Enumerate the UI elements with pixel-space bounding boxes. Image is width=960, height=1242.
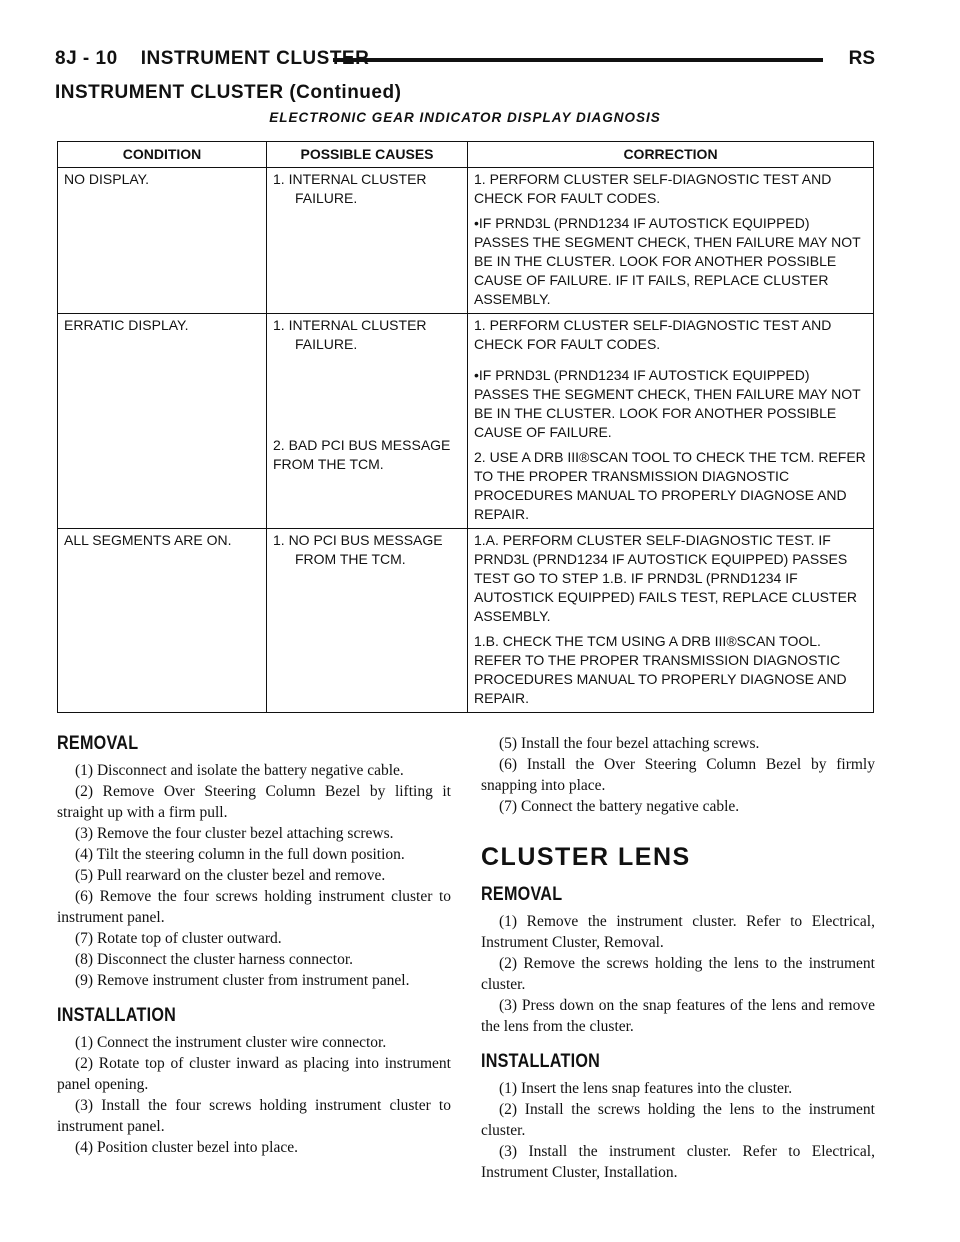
page-header-code: RS [848, 48, 875, 69]
lens-installation-step: (1) Insert the lens snap features into the cluster. [499, 1080, 793, 1097]
column-header-causes: POSSIBLE CAUSES [267, 142, 468, 168]
page-header [55, 46, 875, 74]
table-header-row [58, 142, 874, 168]
lens-removal-step: (2) Remove the screws holding the lens to the instrument cluster. [481, 955, 875, 993]
cluster-lens-heading: CLUSTER LENS [481, 843, 691, 871]
lens-installation-step: (3) Install the instrument cluster. Refer to Electrical, Instrument Cluster, Installation. [481, 1143, 875, 1181]
left-column [57, 733, 451, 1158]
installation-step: (3) Install the four screws holding instrument cluster to instrument panel. [57, 1097, 451, 1135]
correction-text: 1.B. CHECK THE TCM USING A DRB III®SCAN TOOL. REFER TO THE PROPER TRANSMISSION DIAGNOSTIC PROCEDURES MANUAL TO PROPERLY DIAGNOSE AND REPAIR. [474, 633, 847, 706]
removal-step: (5) Pull rearward on the cluster bezel and remove. [75, 867, 386, 884]
table-row [58, 529, 874, 713]
cause-text: 1. NO PCI BUS MESSAGE FROM THE TCM. [273, 532, 443, 567]
cause-cell [267, 314, 468, 529]
lens-installation-heading: INSTALLATION [481, 1051, 601, 1072]
removal-step: (7) Rotate top of cluster outward. [75, 930, 282, 947]
lens-removal-step: (3) Press down on the snap features of the lens and remove the lens from the cluster. [481, 997, 875, 1035]
correction-text: •IF PRND3L (PRND1234 IF AUTOSTICK EQUIPPED) PASSES THE SEGMENT CHECK, THEN FAILURE MAY NOT BE IN THE CLUSTER. LOOK FOR ANOTHER POSSIBLE CAUSE OF FAILURE. IF IT FAILS, REPLACE CLUSTER ASSEMBLY. [474, 215, 861, 307]
correction-cell [468, 168, 874, 314]
column-header-correction: CORRECTION [468, 142, 874, 168]
condition-cell: ERRATIC DISPLAY. [58, 314, 267, 529]
header-rule [333, 58, 823, 62]
correction-cell [468, 529, 874, 713]
removal-step: (6) Remove the four screws holding instrument cluster to instrument panel. [57, 888, 451, 926]
lens-installation-step: (2) Install the screws holding the lens to the instrument cluster. [481, 1101, 875, 1139]
installation-step: (7) Connect the battery negative cable. [499, 798, 740, 815]
cause-cell [267, 168, 468, 314]
correction-text: 1. PERFORM CLUSTER SELF-DIAGNOSTIC TEST AND CHECK FOR FAULT CODES. [474, 317, 832, 352]
installation-step: (1) Connect the instrument cluster wire connector. [75, 1034, 387, 1051]
removal-step: (8) Disconnect the cluster harness connector. [75, 951, 354, 968]
cause-text: 1. INTERNAL CLUSTER FAILURE. [273, 171, 427, 206]
table-title: ELECTRONIC GEAR INDICATOR DISPLAY DIAGNOSIS [269, 110, 661, 125]
correction-text: •IF PRND3L (PRND1234 IF AUTOSTICK EQUIPPED) PASSES THE SEGMENT CHECK, THEN FAILURE MAY NOT BE IN THE CLUSTER. LOOK FOR ANOTHER POSSIBLE CAUSE OF FAILURE. [474, 367, 861, 440]
correction-text: 1.A. PERFORM CLUSTER SELF-DIAGNOSTIC TEST. IF PRND3L (PRND1234 IF AUTOSTICK EQUIPPED) PASSES TEST GO TO STEP 1.B. IF PRND3L (PRND1234 IF AUTOSTICK EQUIPPED) FAILS TEST, REPLACE CLUSTER ASSEMBLY. [474, 532, 858, 624]
cause-text: 2. BAD PCI BUS MESSAGE FROM THE TCM. [273, 437, 451, 472]
table-row [58, 314, 874, 529]
installation-step: (2) Rotate top of cluster inward as placing into instrument panel opening. [57, 1055, 451, 1093]
installation-heading: INSTALLATION [57, 1005, 177, 1026]
table-row [58, 168, 874, 314]
installation-step: (4) Position cluster bezel into place. [75, 1139, 298, 1156]
removal-step: (2) Remove Over Steering Column Bezel by lifting it straight up with a firm pull. [57, 783, 451, 821]
correction-text: 1. PERFORM CLUSTER SELF-DIAGNOSTIC TEST AND CHECK FOR FAULT CODES. [474, 171, 832, 206]
lens-removal-heading: REMOVAL [481, 884, 563, 905]
removal-step: (9) Remove instrument cluster from instrument panel. [75, 972, 410, 989]
section-subheader: INSTRUMENT CLUSTER (Continued) [55, 82, 402, 103]
condition-cell: ALL SEGMENTS ARE ON. [58, 529, 267, 713]
removal-step: (4) Tilt the steering column in the full down position. [75, 846, 405, 863]
installation-step: (5) Install the four bezel attaching screws. [499, 735, 760, 752]
condition-cell: NO DISPLAY. [58, 168, 267, 314]
diagnosis-table [57, 141, 874, 713]
correction-cell [468, 314, 874, 529]
installation-step: (6) Install the Over Steering Column Bezel by firmly snapping into place. [481, 756, 875, 794]
lens-removal-step: (1) Remove the instrument cluster. Refer to Electrical, Instrument Cluster, Removal. [481, 913, 875, 951]
removal-heading: REMOVAL [57, 733, 139, 754]
column-header-condition: CONDITION [58, 142, 267, 168]
removal-step: (3) Remove the four cluster bezel attaching screws. [75, 825, 394, 842]
right-column [481, 733, 875, 1183]
page-header-title: 8J - 10 INSTRUMENT CLUSTER [55, 48, 370, 69]
removal-step: (1) Disconnect and isolate the battery negative cable. [75, 762, 404, 779]
correction-text: 2. USE A DRB III®SCAN TOOL TO CHECK THE TCM. REFER TO THE PROPER TRANSMISSION DIAGNOSTIC PROCEDURES MANUAL TO PROPERLY DIAGNOSE AND REPAIR. [474, 449, 866, 522]
cause-text: 1. INTERNAL CLUSTER FAILURE. [273, 317, 427, 352]
cause-cell [267, 529, 468, 713]
